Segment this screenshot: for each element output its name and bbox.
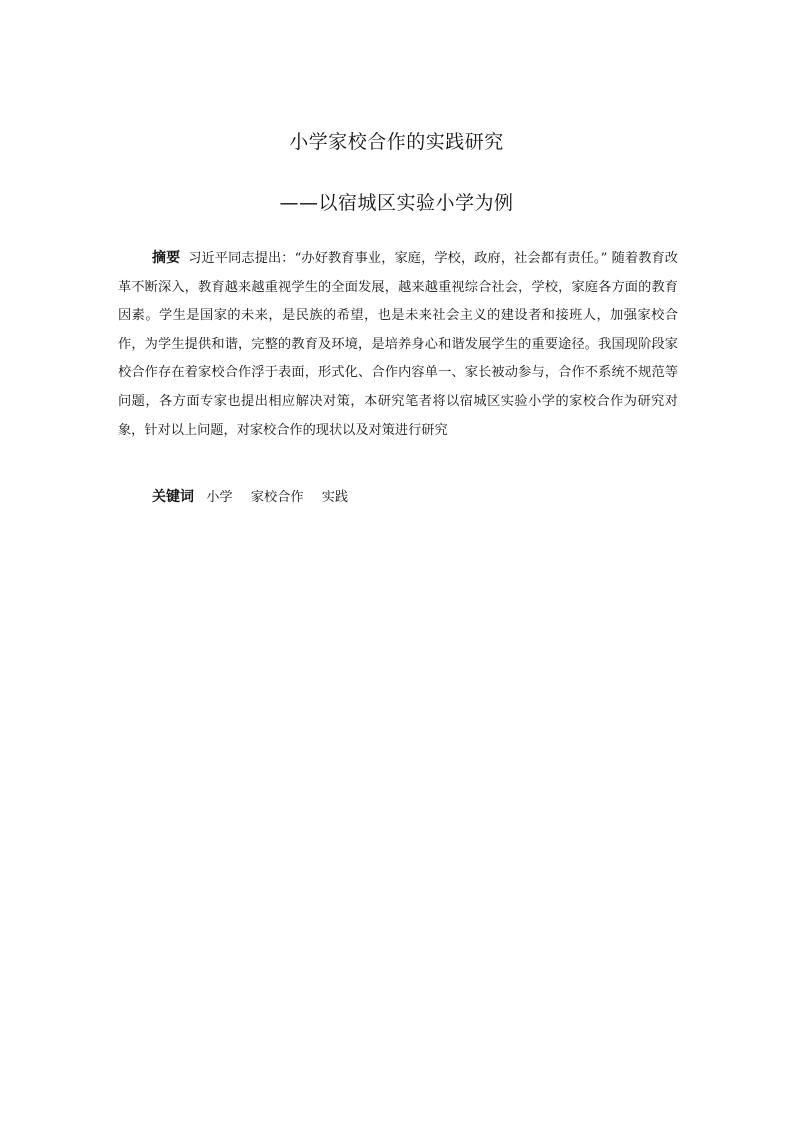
page-subtitle: ——以宿城区实验小学为例 xyxy=(279,192,514,214)
keywords-label: 关键词 xyxy=(152,489,194,505)
keywords-line xyxy=(152,485,362,510)
keyword-item: 家校合作 xyxy=(250,490,304,505)
abstract-paragraph xyxy=(118,244,678,445)
keyword-item: 实践 xyxy=(321,490,349,505)
page-title: 小学家校合作的实践研究 xyxy=(289,131,504,153)
abstract-text: 习近平同志提出：“办好教育事业，家庭，学校，政府，社会都有责任。” 随着教育改革不断深入，教育越来越重视学生的全面发展，越来越重视综合社会，学校，家庭各方面的教育因素。学生是国家的未来，是民族的希望，也是未来社会主义的建设者和接班人，加强家校合作，为学生提供和谐，完整的教育及环境，是培养身心和谐发展学生的重要途径。我国现阶段家校合作存在着家校合作浮于表面，形式化、合作内容单一、家长被动参与，合作不系统不规范等问题，各方面专家也提出相应解决对策，本研究笔者将以宿城区实验小学的家校合作为研究对象，针对以上问题，对家校合作的现状以及对策进行研究 xyxy=(118,251,678,438)
keyword-item: 小学 xyxy=(206,490,233,505)
abstract-label: 摘要 xyxy=(152,250,181,266)
